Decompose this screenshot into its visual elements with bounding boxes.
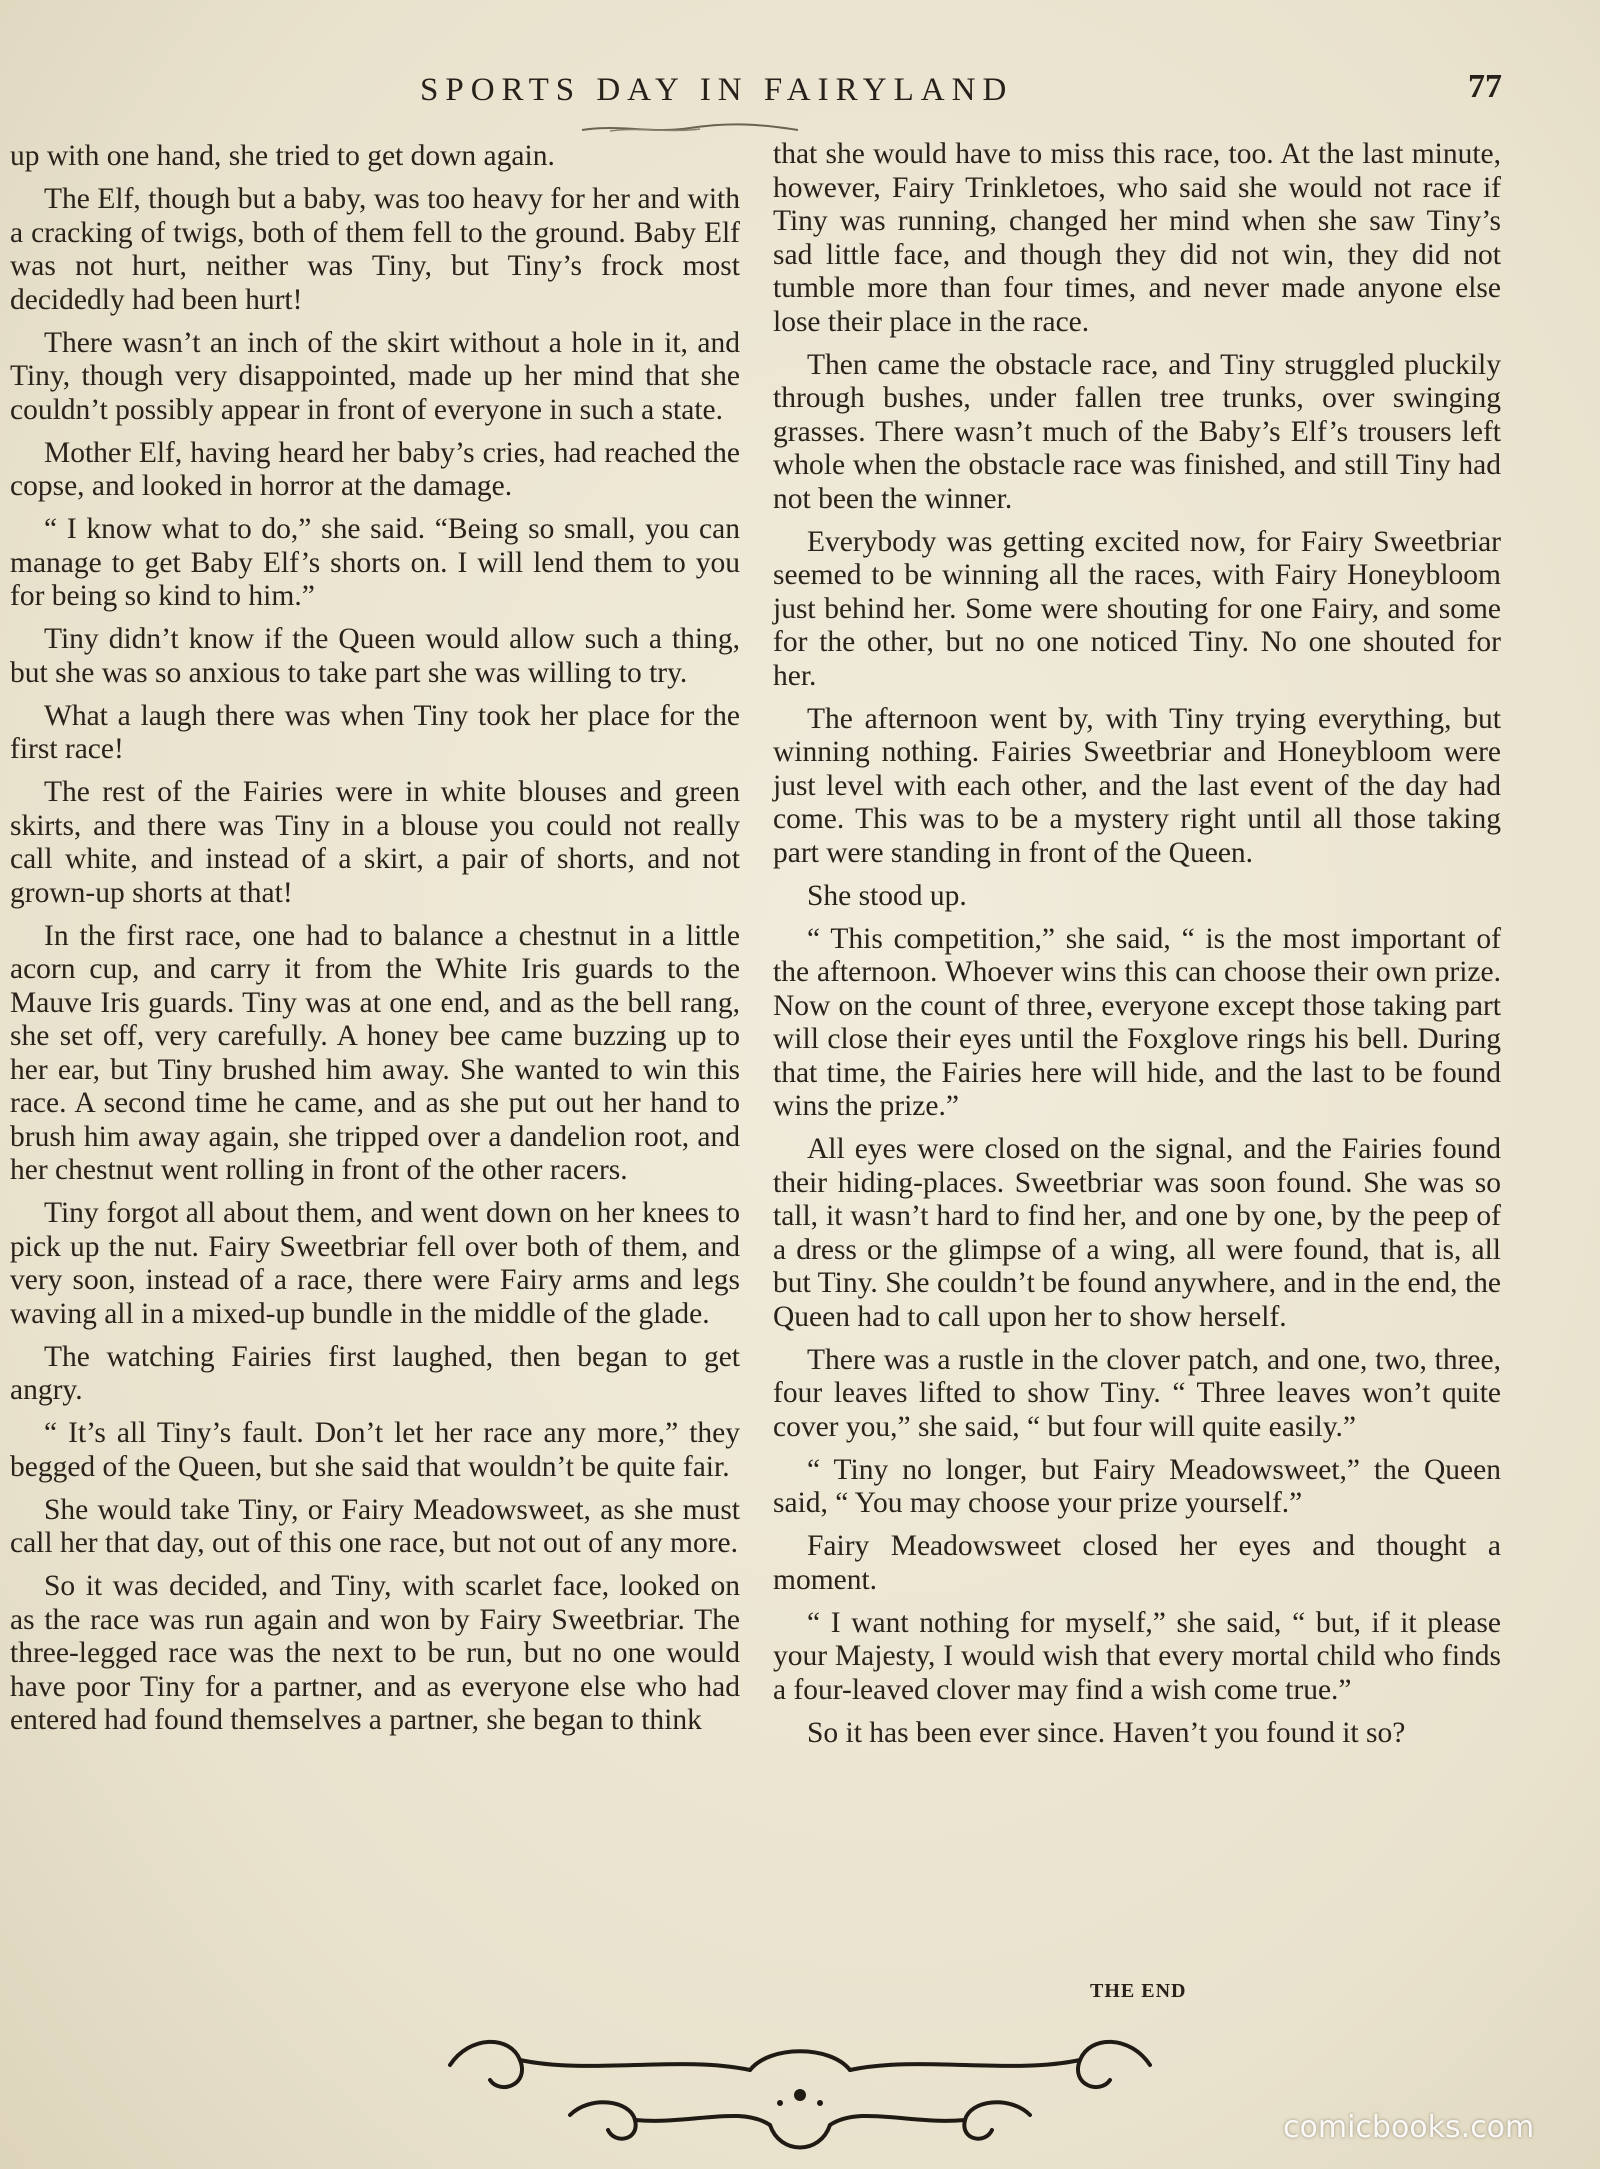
right-column-paragraph: There was a rustle in the clover patch, and one, two, three, four leaves lifted to show Tiny. “ Three leaves won’t quite cover you,” she said, “ but four will quite easily.” — [773, 1343, 1501, 1443]
right-text-column — [773, 138, 1501, 1760]
right-column-paragraph: “ Tiny no longer, but Fairy Meadowsweet,” the Queen said, “ You may choose your prize yourself.” — [773, 1453, 1501, 1519]
left-column-paragraph: In the first race, one had to balance a chestnut in a little acorn cup, and carry it from the White Iris guards to the Mauve Iris guards. Tiny was at one end, and as the bell rang, she set off, very carefully. A honey bee came buzzing up to her ear, but Tiny brushed him away. She wanted to win this race. A second time he came, and as she put out her hand to brush him away again, she tripped over a dandelion root, and her chestnut went rolling in front of the other racers. — [10, 919, 740, 1186]
left-column-paragraph: So it was decided, and Tiny, with scarlet face, looked on as the race was run again and won by Fairy Sweetbriar. The three-legged race was the next to be run, but no one would have poor Tiny for a partner, and as everyone else who had entered had found themselves a partner, she began to think — [10, 1570, 740, 1736]
left-column-paragraph: She would take Tiny, or Fairy Meadowsweet, as she must call her that day, out of this one race, but not out of any more. — [10, 1493, 740, 1559]
left-column-paragraph: “ I know what to do,” she said. “Being so small, you can manage to get Baby Elf’s shorts on. I will lend them to you for being so kind to him.” — [10, 513, 740, 612]
left-column-paragraph: The watching Fairies first laughed, then began to get angry. — [10, 1340, 740, 1406]
watermark: comicbooks.com — [1283, 2110, 1535, 2145]
left-column-paragraph: Tiny didn’t know if the Queen would allow such a thing, but she was so anxious to take part she was willing to try. — [10, 623, 740, 689]
right-column-paragraph: “ I want nothing for myself,” she said, “ but, if it please your Majesty, I would wish that every mortal child who finds a four-leaved clover may find a wish come true.” — [773, 1606, 1501, 1706]
right-column-paragraph: Then came the obstacle race, and Tiny struggled pluckily through bushes, under fallen tree trunks, over swinging grasses. There wasn’t much of the Baby’s Elf’s trousers left whole when the obstacle race was finished, and still Tiny had not been the winner. — [773, 348, 1501, 515]
page-header — [0, 68, 1600, 108]
left-column-paragraph: “ It’s all Tiny’s fault. Don’t let her race any more,” they begged of the Queen, but she said that wouldn’t be quite fair. — [10, 1417, 740, 1483]
decorative-flourish — [430, 2015, 1170, 2165]
page-number: 77 — [1468, 68, 1502, 105]
right-column-paragraph: Fairy Meadowsweet closed her eyes and thought a moment. — [773, 1530, 1501, 1596]
left-column-paragraph: There wasn’t an inch of the skirt without a hole in it, and Tiny, though very disappointed, made up her mind that she couldn’t possibly appear in front of everyone in such a state. — [10, 326, 740, 426]
left-column-paragraph: The rest of the Fairies were in white blouses and green skirts, and there was Tiny in a blouse you could not really call white, and instead of a skirt, a pair of shorts, and not grown-up shorts at that! — [10, 776, 740, 909]
right-column-paragraph: “ This competition,” she said, “ is the most important of the afternoon. Whoever wins this can choose their own prize. Now on the count of three, everyone except those taking part will close their eyes until the Foxglove rings his bell. During that time, the Fairies here will hide, and the last to be found wins the prize.” — [773, 922, 1501, 1122]
left-column-paragraph: Tiny forgot all about them, and went down on her knees to pick up the nut. Fairy Sweetbriar fell over both of them, and very soon, instead of a race, there were Fairy arms and legs waving all in a mixed-up bundle in the middle of the glade. — [10, 1197, 740, 1330]
right-column-paragraph: All eyes were closed on the signal, and the Fairies found their hiding-places. Sweetbriar was soon found. She was so tall, it wasn’t hard to find her, and one by one, by the peep of a dress or the glimpse of a wing, all were found, that is, all but Tiny. She couldn’t be found anywhere, and in the end, the Queen had to call upon her to show herself. — [773, 1133, 1501, 1333]
right-column-paragraph: The afternoon went by, with Tiny trying everything, but winning nothing. Fairies Sweetbriar and Honeybloom were just level with each other, and the last event of the day had come. This was to be a mystery right until all those taking part were standing in front of the Queen. — [773, 702, 1501, 869]
right-column-paragraph: that she would have to miss this race, too. At the last minute, however, Fairy Trinkletoes, who said she would not race if Tiny was running, changed her mind when she saw Tiny’s sad little face, and though they did not win, they did not tumble more than four times, and never made anyone else lose their place in the race. — [773, 138, 1501, 338]
right-column-paragraph: So it has been ever since. Haven’t you found it so? — [807, 1716, 1406, 1749]
left-column-paragraph: The Elf, though but a baby, was too heavy for her and with a cracking of twigs, both of them fell to the ground. Baby Elf was not hurt, neither was Tiny, but Tiny’s frock most decidedly had been hurt! — [10, 183, 740, 316]
header-ornament — [580, 122, 800, 136]
left-column-paragraph: Mother Elf, having heard her baby’s cries, had reached the copse, and looked in horror at the damage. — [10, 436, 740, 502]
left-text-column — [10, 140, 740, 1747]
the-end-mark: THE END — [1090, 1980, 1187, 2002]
left-column-paragraph: up with one hand, she tried to get down again. — [10, 140, 555, 172]
running-title: SPORTS DAY IN FAIRYLAND — [420, 72, 1014, 108]
right-column-paragraph: Everybody was getting excited now, for Fairy Sweetbriar seemed to be winning all the races, with Fairy Honeybloom just behind her. Some were shouting for one Fairy, and some for the other, but no one noticed Tiny. No one shouted for her. — [773, 525, 1501, 692]
left-column-paragraph: What a laugh there was when Tiny took her place for the first race! — [10, 699, 740, 765]
right-column-paragraph: She stood up. — [807, 879, 967, 912]
